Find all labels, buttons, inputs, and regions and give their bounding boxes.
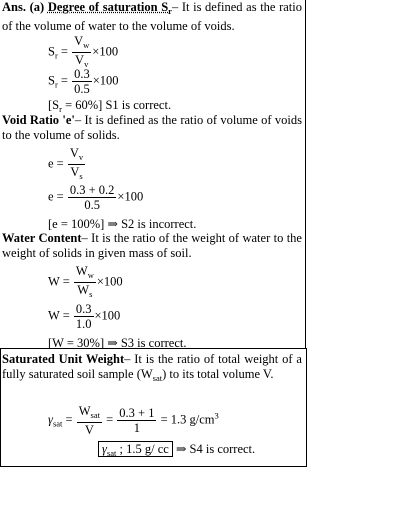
answer-label: Ans. (a) — [2, 0, 45, 14]
void-ratio-heading: Void Ratio 'e' — [2, 113, 75, 127]
sr-substitution: $S_r$ = $\frac{0.3}{0.5}$ ×100 — [48, 67, 119, 96]
implies-arrow: ⇒ — [175, 442, 187, 456]
definition-text: It is defined as the ratio of the volume of water to the volume of voids. — [2, 0, 303, 33]
water-content-heading: Water Content — [2, 231, 82, 245]
void-ratio-paragraph: Void Ratio 'e'– It is defined as the ratio of volume of voids to the volume of solids. — [2, 113, 302, 142]
e-substitution: e = $\frac{0.3 + 0.2}{0.5}$ ×100 — [48, 183, 144, 212]
sr-result: $[S_r = 60\%]$ S1 is correct. — [48, 98, 172, 114]
answer-frame — [0, 0, 306, 349]
e-formula: e = $\frac{V_v}{V_s}$ — [48, 146, 84, 181]
gamma-sat-result: $\gamma_{sat}$ ; 1.5 g/ cc ⇒ S4 is correct. — [98, 441, 255, 458]
gamma-sat-formula: $\gamma_{sat}$ = $\frac{W_{sat}}{V}$ = $\frac{0.3 + 1}{1}$ = 1.3 $g/cm^3$ — [48, 404, 219, 437]
e-result: [e = 100%] ⇒ S2 is incorrect. — [48, 217, 197, 231]
implies-arrow: ⇒ — [107, 217, 118, 231]
implies-arrow: ⇒ — [107, 336, 118, 350]
sr-formula: $S_r$ = $\frac{V_w}{V_v}$ ×100 — [48, 34, 119, 69]
w-result: [W = 30%] ⇒ S3 is correct. — [48, 336, 187, 350]
degree-of-saturation-paragraph: Ans. (a) Degree of saturation $S_r-$ It is defined as the ratio of the volume of water to the volume of voids. — [2, 0, 303, 33]
saturated-unit-weight-heading: Saturated Unit Weight — [2, 352, 125, 366]
water-content-paragraph: Water Content– It is the ratio of the weight of water to the weight of solids in given mass of soil. — [2, 231, 302, 260]
w-substitution: W = $\frac{0.3}{1.0}$ ×100 — [48, 302, 121, 331]
saturated-unit-weight-paragraph: Saturated Unit Weight– It is the ratio of total weight of a fully saturated soil sample $(W_{sat})$ to its total volume V. — [2, 352, 302, 383]
degree-of-saturation-heading: Degree of saturation $S_r$ — [47, 0, 172, 16]
boxed-result: $\gamma_{sat}$ ; 1.5 g/ cc — [98, 441, 173, 457]
w-formula: W = $\frac{W_w}{W_s}$ ×100 — [48, 264, 123, 299]
